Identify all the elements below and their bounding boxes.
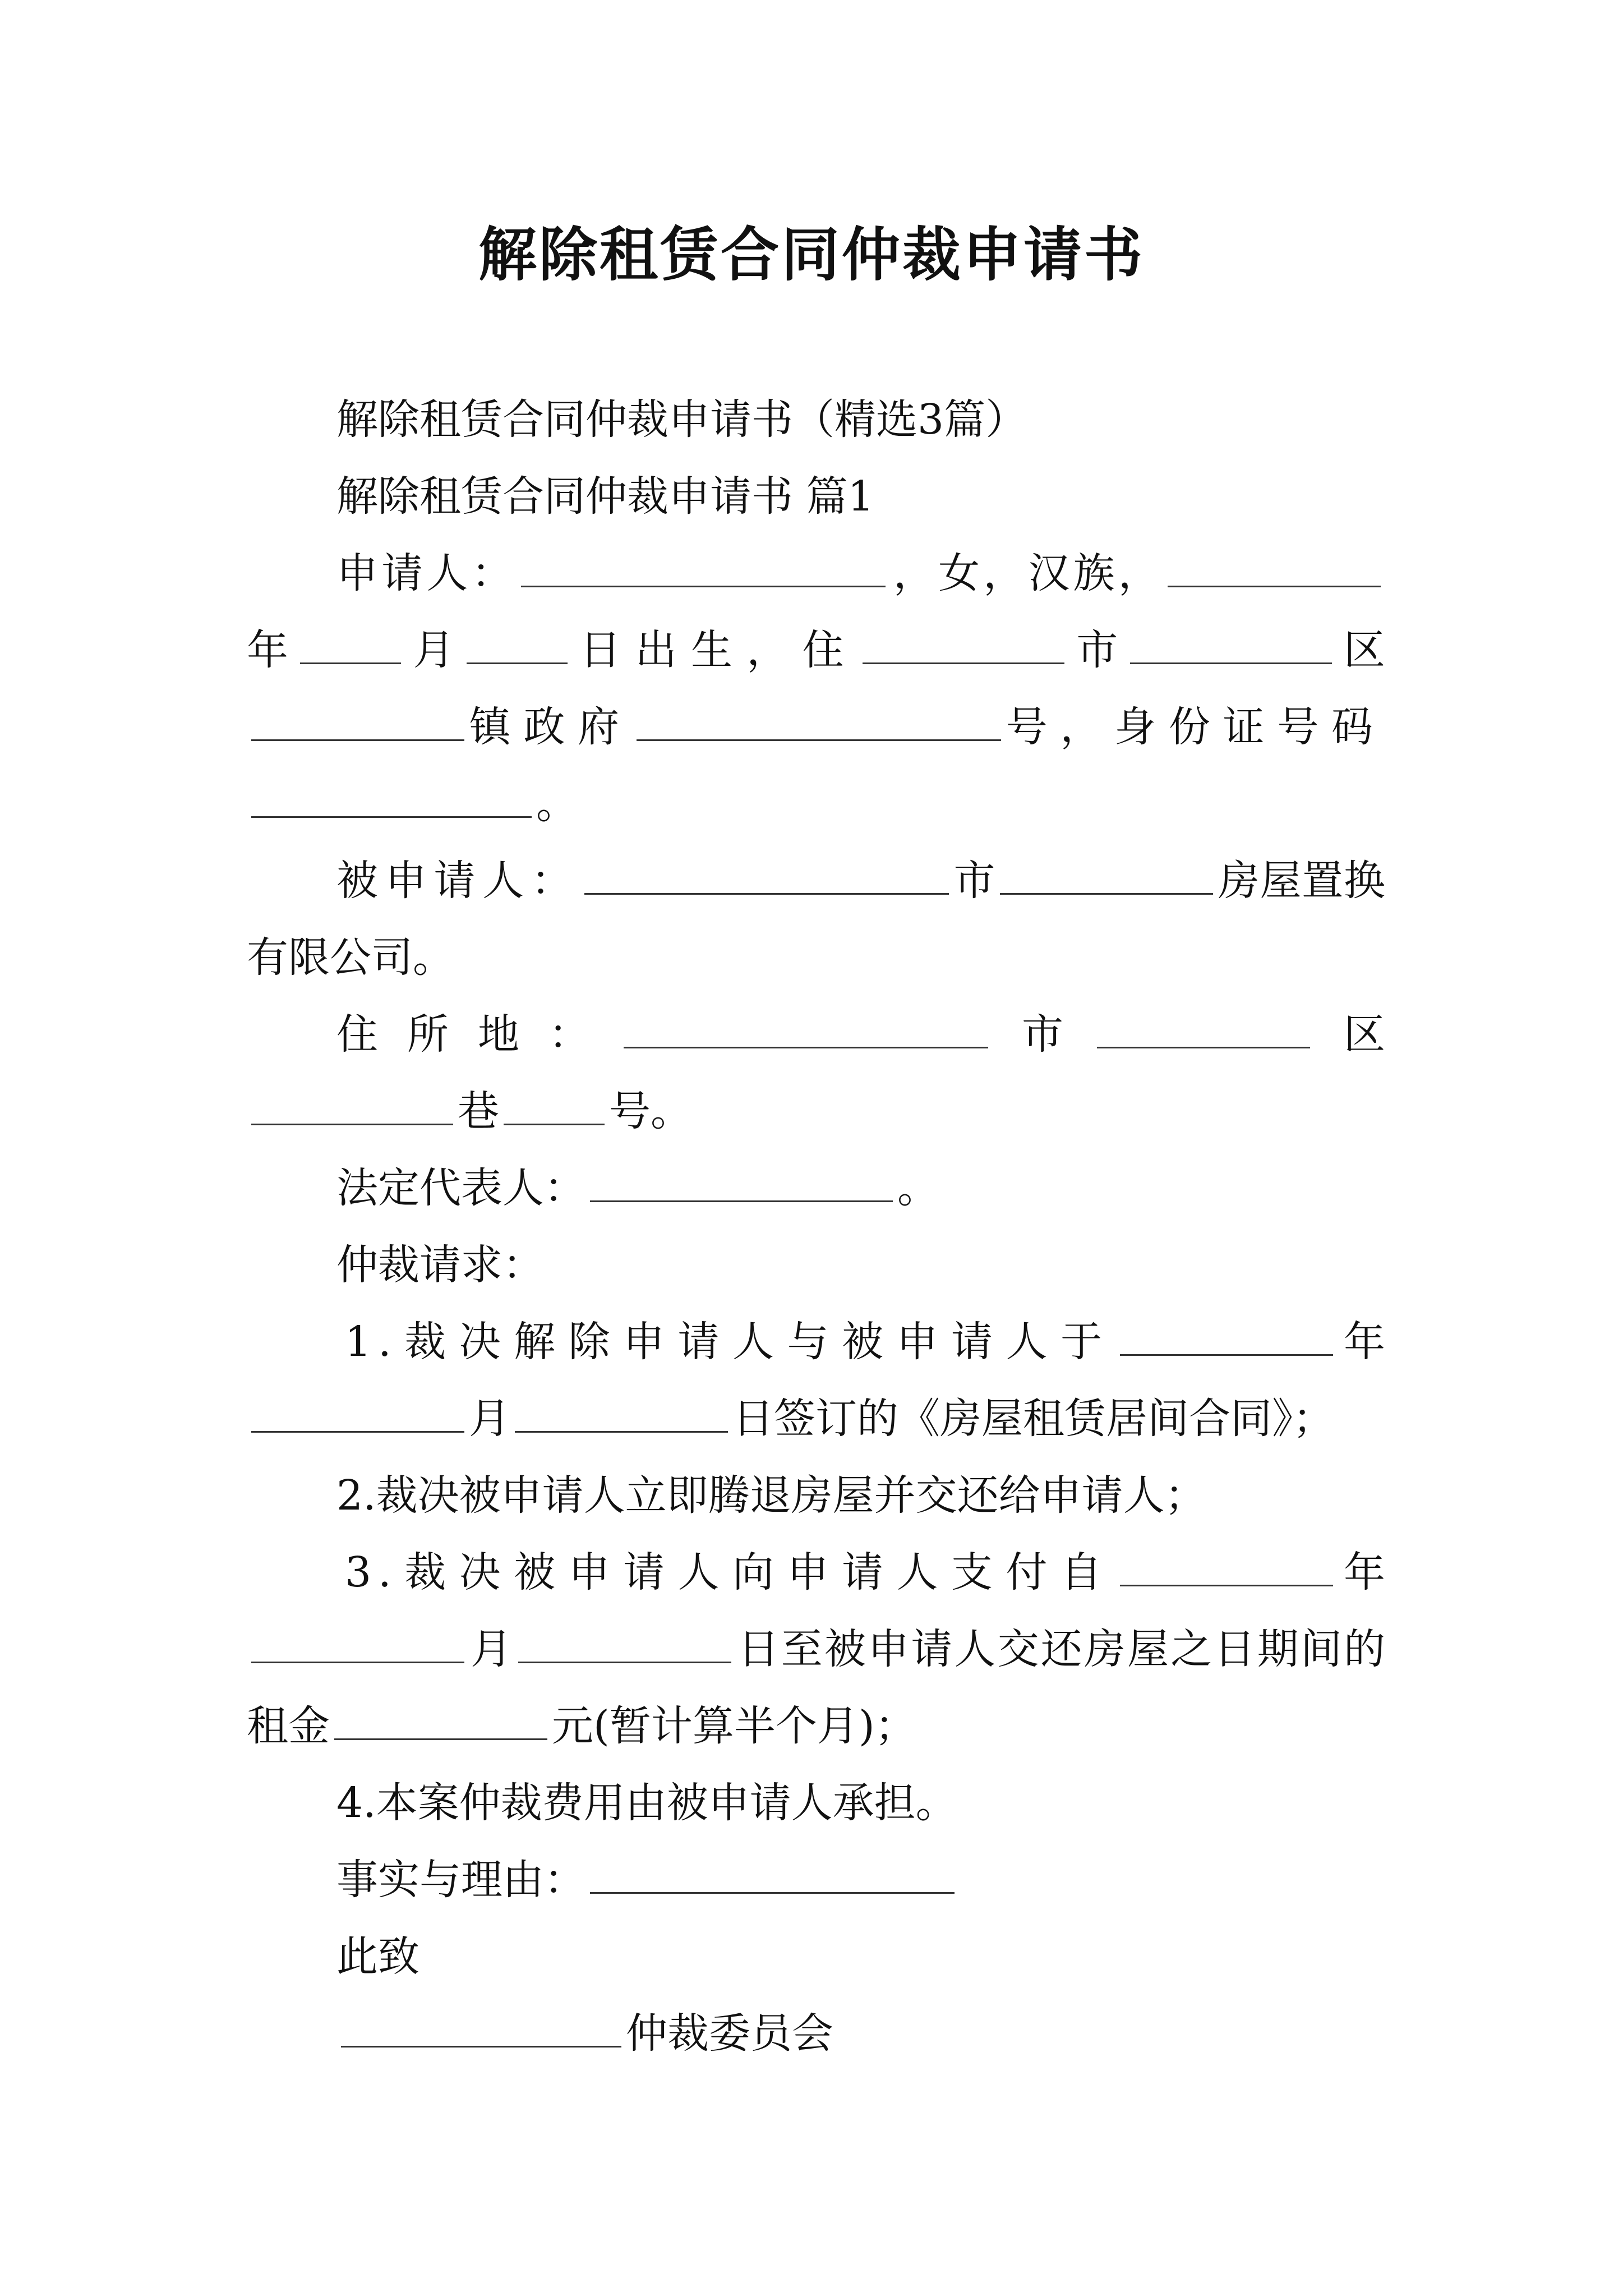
applicant-paragraph: 申请人： ，女，汉族，年 月 日出生，住 市 区镇政府 号，身份证号码。 [247,549,1386,828]
request-item-4: 4.本案仲裁费用由被申请人承担。 [336,1779,957,1827]
request-item-1: 1.裁决解除申请人与被申请人于 年月 日签订的《房屋租赁居间合同》； [247,1304,1385,1457]
birth-day-blank[interactable] [467,628,568,664]
rent-amount-blank[interactable] [334,1704,547,1740]
residence-city-blank[interactable] [624,1012,988,1048]
committee-line: 仲裁委员会 [247,1995,1385,2072]
applicant-name-blank[interactable] [521,551,886,587]
committee-name-blank[interactable] [341,2011,621,2047]
rent-start-month-blank[interactable] [251,1627,464,1663]
rent-start-day-blank[interactable] [518,1627,731,1663]
request-heading: 仲裁请求： [336,1241,544,1289]
residence-street-blank[interactable] [251,1089,453,1125]
contract-month-blank[interactable] [251,1396,464,1433]
birth-month-blank[interactable] [300,628,401,664]
address-district-blank[interactable] [1130,628,1332,664]
request-item-2: 2.裁决被申请人立即腾退房屋并交还给申请人； [336,1471,1206,1520]
birth-year-blank[interactable] [1168,551,1381,587]
contract-day-blank[interactable] [515,1396,728,1433]
closing-line: 此致 [336,1932,419,1981]
id-number-blank[interactable] [251,781,532,818]
respondent-city-blank[interactable] [584,858,949,895]
document-body [247,381,1385,2072]
request-item-3: 3.裁决被申请人向申请人支付自 年月 日至被申请人交还房屋之日期间的租金 元(暂计算半个月)； [247,1548,1386,1750]
residence-paragraph: 住所地： 市 区巷 号。 [247,996,1385,1150]
contract-year-blank[interactable] [1120,1319,1333,1356]
legal-rep-blank[interactable] [590,1166,893,1202]
facts-line: 事实与理由： [247,1842,1385,1918]
address-town-blank[interactable] [251,705,464,741]
legal-rep-line: 法定代表人： 。 [336,1164,939,1212]
subtitle-line: 解除租赁合同仲裁申请书（精选3篇） [336,395,1027,444]
section-heading: 解除租赁合同仲裁申请书 篇1 [336,472,874,521]
respondent-paragraph: 被申请人： 市 房屋置换有限公司。 [247,857,1386,982]
respondent-name-blank[interactable] [1000,858,1213,895]
document-title: 解除租赁合同仲裁申请书 [478,220,1145,289]
facts-blank[interactable] [590,1857,955,1894]
residence-district-blank[interactable] [1097,1012,1310,1048]
address-city-blank[interactable] [863,628,1064,664]
rent-start-year-blank[interactable] [1120,1550,1333,1586]
residence-number-blank[interactable] [504,1089,605,1125]
address-number-blank[interactable] [637,705,1001,741]
